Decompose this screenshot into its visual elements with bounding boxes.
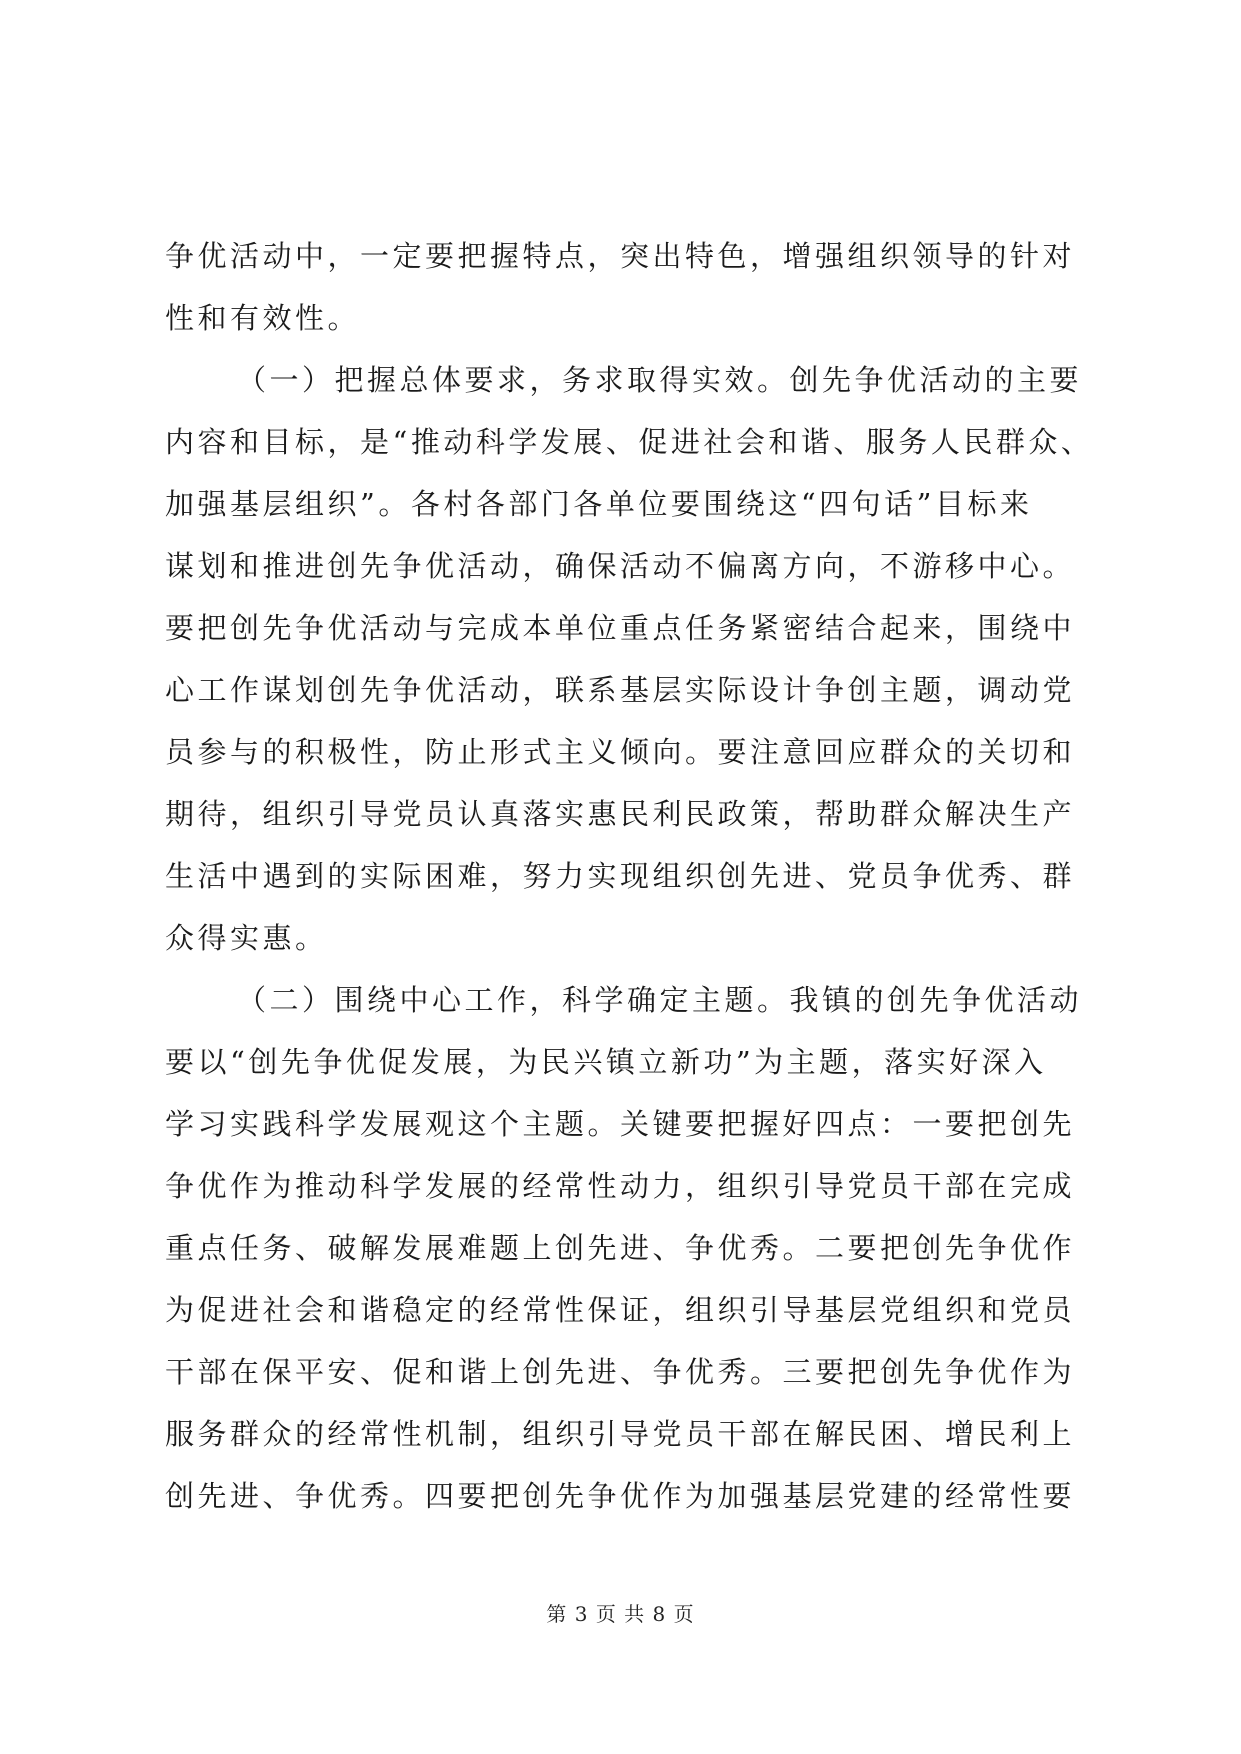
text-line-15: 学习实践科学发展观这个主题。关键要把握好四点：一要把创先 bbox=[165, 1107, 1076, 1141]
text-line-3: （一）把握总体要求，务求取得实效。创先争优活动的主要 bbox=[237, 363, 1083, 397]
text-line-6: 谋划和推进创先争优活动，确保活动不偏离方向，不游移中心。 bbox=[165, 549, 1076, 583]
text-line-21: 创先进、争优秀。四要把创先争优作为加强基层党建的经常性要 bbox=[165, 1479, 1076, 1513]
text-line-8: 心工作谋划创先争优活动，联系基层实际设计争创主题，调动党 bbox=[165, 673, 1076, 707]
text-line-18: 为促进社会和谐稳定的经常性保证，组织引导基层党组织和党员 bbox=[165, 1293, 1076, 1327]
text-line-9: 员参与的积极性，防止形式主义倾向。要注意回应群众的关切和 bbox=[165, 735, 1076, 769]
text-line-10: 期待，组织引导党员认真落实惠民利民政策，帮助群众解决生产 bbox=[165, 797, 1076, 831]
text-line-12: 众得实惠。 bbox=[165, 921, 328, 955]
text-line-4: 内容和目标，是“推动科学发展、促进社会和谐、服务人民群众、 bbox=[165, 425, 1094, 459]
text-line-5: 加强基层组织”。各村各部门各单位要围绕这“四句话”目标来 bbox=[165, 487, 1033, 521]
text-line-1: 争优活动中，一定要把握特点，突出特色，增强组织领导的针对 bbox=[165, 239, 1076, 273]
text-line-19: 干部在保平安、促和谐上创先进、争优秀。三要把创先争优作为 bbox=[165, 1355, 1076, 1389]
text-line-14: 要以“创先争优促发展，为民兴镇立新功”为主题，落实好深入 bbox=[165, 1045, 1047, 1079]
text-line-20: 服务群众的经常性机制，组织引导党员干部在解民困、增民利上 bbox=[165, 1417, 1076, 1451]
text-line-2: 性和有效性。 bbox=[165, 301, 361, 335]
text-line-16: 争优作为推动科学发展的经常性动力，组织引导党员干部在完成 bbox=[165, 1169, 1076, 1203]
page-number-footer: 第 3 页 共 8 页 bbox=[546, 1602, 695, 1626]
text-line-7: 要把创先争优活动与完成本单位重点任务紧密结合起来，围绕中 bbox=[165, 611, 1076, 645]
text-line-11: 生活中遇到的实际困难，努力实现组织创先进、党员争优秀、群 bbox=[165, 859, 1076, 893]
text-line-13: （二）围绕中心工作，科学确定主题。我镇的创先争优活动 bbox=[237, 983, 1083, 1017]
text-line-17: 重点任务、破解发展难题上创先进、争优秀。二要把创先争优作 bbox=[165, 1231, 1076, 1265]
body-text bbox=[165, 225, 1094, 1527]
